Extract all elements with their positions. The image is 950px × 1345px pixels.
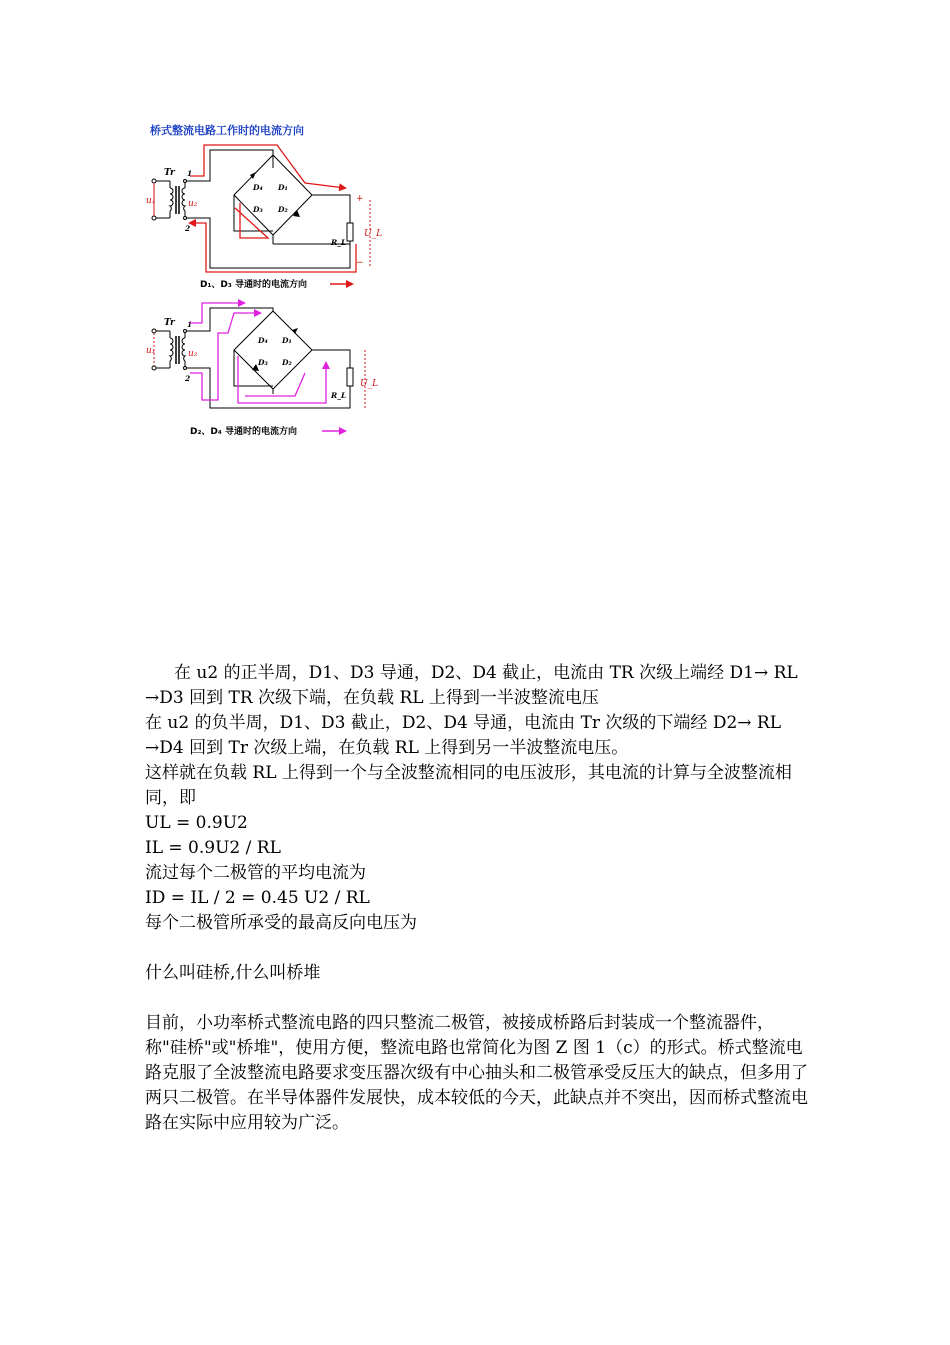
d2-label-bottom: D₂ bbox=[282, 358, 292, 367]
d1-label-top: D₁ bbox=[278, 183, 288, 192]
d3-label-top: D₃ bbox=[253, 205, 263, 214]
rl-label-top: R_L bbox=[331, 238, 347, 247]
bridge-rectifier-diagram bbox=[140, 118, 383, 443]
formula-id: ID = IL / 2 = 0.45 U2 / RL bbox=[145, 888, 370, 908]
node1-label: 1 bbox=[187, 169, 193, 178]
u2-label: u₂ bbox=[188, 199, 198, 209]
figure-title: 桥式整流电路工作时的电流方向 bbox=[150, 124, 304, 137]
paragraph-bridge-stack: 目前，小功率桥式整流电路的四只整流二极管，被接成桥路后封装成一个整流器件，称"硅桥"或"桥堆"，使用方便，整流电路也常简化为图 Z 图 1（c）的形式。桥式整流电路克服了全波整流电路要求变压器次级有中心抽头和二极管承受反压大的缺点，但多用了两只二极管。在半导体器件发展快，成本较低的今天，此缺点并不突出，因而桥式整流电路在实际中应用较为广泛。 bbox=[145, 1013, 808, 1133]
d3-label-bottom: D₃ bbox=[258, 358, 268, 367]
section-heading: 什么叫硅桥,什么叫桥堆 bbox=[145, 963, 321, 983]
paragraph-full-wave: 这样就在负载 RL 上得到一个与全波整流相同的电压波形，其电流的计算与全波整流相同，即 bbox=[145, 763, 792, 808]
plus-label-top: + bbox=[356, 194, 364, 204]
paragraph-negative-half: 在 u2 的负半周，D1、D3 截止，D2、D4 导通，电流由 Tr 次级的下端经 D2→ RL →D4 回到 Tr 次级上端，在负载 RL 上得到另一半波整流电压。 bbox=[145, 713, 782, 758]
bottom-caption: D₂、D₄ 导通时的电流方向 bbox=[190, 427, 297, 437]
bottom-circuit bbox=[146, 303, 378, 437]
tr-label: Tr bbox=[164, 168, 175, 178]
u2-label-bottom: u₂ bbox=[188, 349, 198, 359]
ul-label-top: U_L bbox=[364, 229, 383, 239]
u1-label: u₁ bbox=[146, 196, 156, 206]
body-text bbox=[145, 661, 810, 1136]
top-caption: D₁、D₃ 导通时的电流方向 bbox=[200, 280, 307, 290]
tr-label-bottom: Tr bbox=[164, 318, 175, 328]
top-circuit bbox=[146, 145, 382, 290]
paragraph-reverse-voltage: 每个二极管所承受的最高反向电压为 bbox=[145, 913, 417, 933]
ul-label-bottom: U_L bbox=[360, 379, 379, 389]
formula-ul: UL = 0.9U2 bbox=[145, 813, 248, 833]
paragraph-positive-half: 在 u2 的正半周，D1、D3 导通，D2、D4 截止，电流由 TR 次级上端经 D1→ RL →D3 回到 TR 次级下端，在负载 RL 上得到一半波整流电压 bbox=[145, 663, 798, 708]
rl-label-bottom: R_L bbox=[331, 391, 347, 400]
node2-label-bottom: 2 bbox=[185, 374, 191, 383]
d4-label-bottom: D₄ bbox=[258, 336, 268, 345]
node1-label-bottom: 1 bbox=[187, 320, 193, 329]
paragraph-diode-current: 流过每个二极管的平均电流为 bbox=[145, 863, 366, 883]
bridge-rectifier-figure bbox=[140, 118, 383, 443]
node2-label: 2 bbox=[185, 224, 191, 233]
u1-label-bottom: u₁ bbox=[146, 346, 156, 356]
d1-label-bottom: D₁ bbox=[282, 336, 292, 345]
d4-label-top: D₄ bbox=[253, 183, 263, 192]
d2-label-top: D₂ bbox=[278, 205, 288, 214]
formula-il: IL = 0.9U2 / RL bbox=[145, 838, 281, 858]
minus-label-top: − bbox=[356, 258, 364, 268]
